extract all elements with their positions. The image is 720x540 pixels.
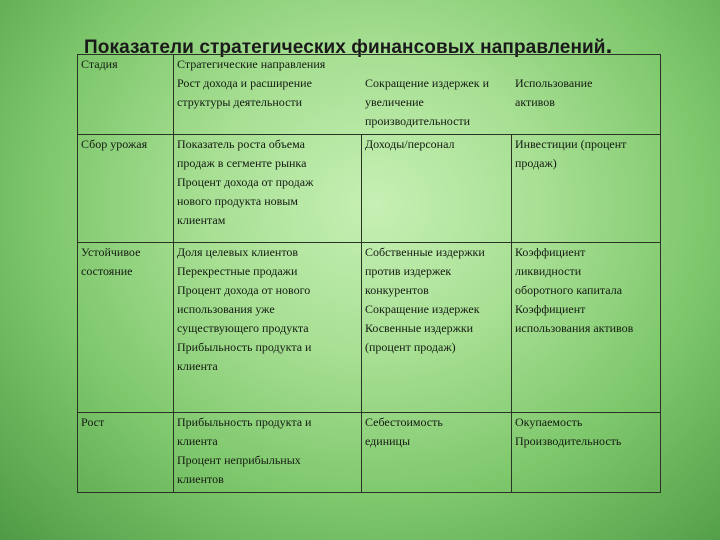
stage-cell <box>78 243 174 413</box>
col-header-line: увеличение <box>365 95 424 109</box>
col-header-line: Использование <box>515 76 593 90</box>
cell-line: клиента <box>177 434 218 448</box>
stage-label: Рост <box>81 415 105 429</box>
col-header-growth <box>177 74 312 112</box>
assets-cell <box>512 413 661 493</box>
stage-header: Стадия <box>81 57 118 71</box>
col-header-line: Рост дохода и расширение <box>177 76 312 90</box>
col-header-line: активов <box>515 95 555 109</box>
cell-line: Косвенные издержки <box>365 321 474 335</box>
directions-header-cell <box>174 55 661 135</box>
stage-header-cell <box>78 55 174 135</box>
cell-line: Инвестиции (процент <box>515 137 627 151</box>
growth-cell <box>174 135 362 243</box>
col-header-line: Сокращение издержек и <box>365 76 489 90</box>
cell-line: единицы <box>365 434 411 448</box>
cell-line: Коэффициент <box>515 302 586 316</box>
cell-line: Окупаемость <box>515 415 583 429</box>
cell-line: Себестоимость <box>365 415 443 429</box>
cell-line: существующего продукта <box>177 321 309 335</box>
col-header-assets <box>515 74 592 112</box>
cell-line: Сокращение издержек <box>365 302 480 316</box>
stage-label: состояние <box>81 264 133 278</box>
cell-line: Собственные издержки <box>365 245 485 259</box>
stage-label: Устойчивое <box>81 245 141 259</box>
table-header-row <box>78 55 661 135</box>
cell-line: клиента <box>177 359 218 373</box>
cell-line: Доля целевых клиентов <box>177 245 299 259</box>
cell-line: против издержек <box>365 264 452 278</box>
cell-line: Перекрестные продажи <box>177 264 298 278</box>
growth-cell <box>174 413 362 493</box>
costs-cell <box>362 243 512 413</box>
table-row <box>78 413 661 493</box>
col-header-line: производительности <box>365 114 471 128</box>
cell-line: Процент дохода от нового <box>177 283 311 297</box>
cell-line: Производительность <box>515 434 622 448</box>
costs-cell <box>362 135 512 243</box>
cell-line: Коэффициент <box>515 245 586 259</box>
cell-line: использования уже <box>177 302 275 316</box>
cell-line: оборотного капитала <box>515 283 623 297</box>
cell-line: Процент неприбыльных <box>177 453 301 467</box>
stage-label: Сбор урожая <box>81 137 148 151</box>
cell-line: продаж) <box>515 156 557 170</box>
directions-header: Стратегические направления <box>177 57 326 71</box>
cell-line: ликвидности <box>515 264 582 278</box>
assets-cell <box>512 135 661 243</box>
cell-line: продаж в сегменте рынка <box>177 156 307 170</box>
cell-line: клиентам <box>177 213 226 227</box>
col-header-costs <box>365 74 489 131</box>
cell-line: конкурентов <box>365 283 429 297</box>
cell-line: Процент дохода от продаж <box>177 175 314 189</box>
col-header-line: структуры деятельности <box>177 95 303 109</box>
cell-line: Доходы/персонал <box>365 137 455 151</box>
strategy-table <box>77 54 661 493</box>
assets-cell <box>512 243 661 413</box>
cell-line: Показатель роста объема <box>177 137 305 151</box>
cell-line: Прибыльность продукта и <box>177 340 312 354</box>
slide-title-dot: . <box>605 32 613 59</box>
slide-title-text: Показатели стратегических финансовых направлений <box>84 37 606 58</box>
stage-cell <box>78 135 174 243</box>
cell-line: нового продукта новым <box>177 194 298 208</box>
cell-line: Прибыльность продукта и <box>177 415 312 429</box>
table-row <box>78 243 661 413</box>
stage-cell <box>78 413 174 493</box>
costs-cell <box>362 413 512 493</box>
growth-cell <box>174 243 362 413</box>
cell-line: (процент продаж) <box>365 340 456 354</box>
cell-line: клиентов <box>177 472 224 486</box>
table-row <box>78 135 661 243</box>
cell-line: использования активов <box>515 321 634 335</box>
